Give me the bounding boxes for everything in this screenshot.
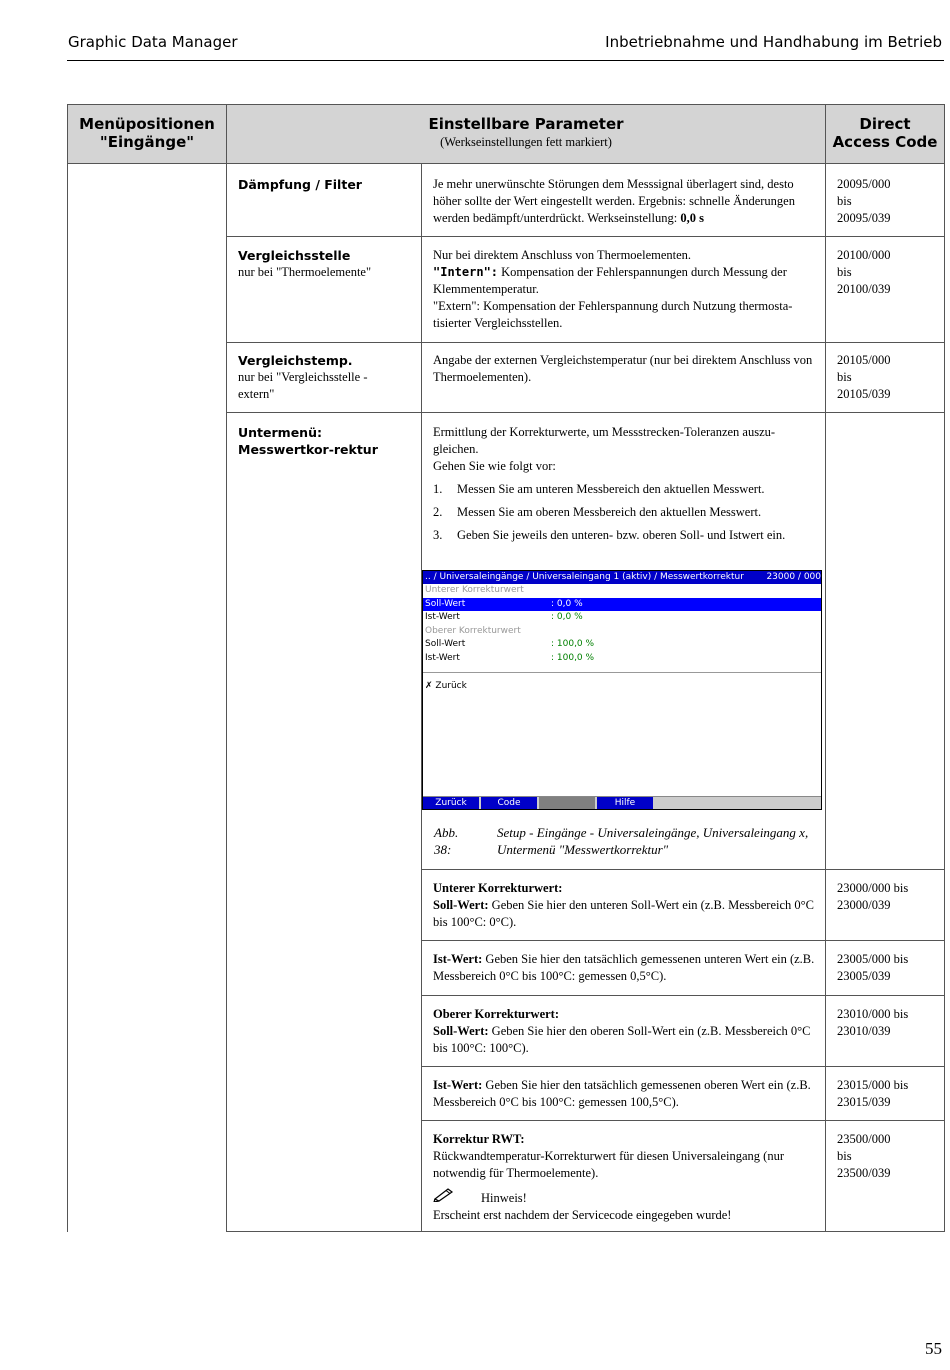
grid-line xyxy=(226,342,945,343)
screen-row-value: : 0,0 % xyxy=(551,598,583,609)
param-name-vergleichstemp-sub: nur bei "Vergleichsstelle - extern" xyxy=(238,370,368,401)
access-code-line: bis xyxy=(837,370,852,384)
param-desc-vergleichsstelle xyxy=(433,247,818,332)
screen-softkey-bar xyxy=(423,796,821,809)
access-code-line: bis xyxy=(837,265,852,279)
screen-row-value: : 0,0 % xyxy=(551,612,583,622)
step-text: Messen Sie am unteren Messbereich den aktuellen Messwert. xyxy=(457,482,765,496)
access-code-unterer xyxy=(837,880,942,914)
hint-line xyxy=(433,1186,818,1207)
grid-line xyxy=(421,869,945,870)
param-name-vergleichstemp-title: Vergleichstemp. xyxy=(238,353,353,368)
soll-label: Soll-Wert: xyxy=(433,1024,489,1038)
access-code-line: 23000/039 xyxy=(837,898,891,912)
step-item xyxy=(433,527,818,544)
grid-line xyxy=(944,164,945,1232)
grid-line xyxy=(226,412,945,413)
param-name-vergleichsstelle-title: Vergleichsstelle xyxy=(238,248,351,263)
param-unterer-soll xyxy=(433,897,818,931)
access-code-line: 20095/000 xyxy=(837,177,891,191)
soll-text: Geben Sie hier den oberen Soll-Wert ein (z.B. Messbereich 0°C bis 100°C: 100°C). xyxy=(433,1024,811,1055)
column-header-code xyxy=(825,104,945,164)
param-name-daempfung: Dämpfung / Filter xyxy=(238,177,362,192)
param-desc-daempfung xyxy=(433,176,818,227)
access-code-ist-unten xyxy=(837,951,942,985)
device-screenshot xyxy=(422,570,822,810)
screen-row-label: Ist-Wert xyxy=(425,612,460,622)
param-name-vergleichstemp xyxy=(238,352,398,403)
param-name-vergleichsstelle xyxy=(238,247,418,281)
screen-title: .. / Universaleingänge / Universaleingang 1 (aktiv) / Messwertkorrektur xyxy=(425,572,744,582)
ist-label: Ist-Wert: xyxy=(433,1078,483,1092)
screen-row-label: Soll-Wert xyxy=(425,639,466,649)
grid-line xyxy=(67,164,68,1232)
screen-row-label: Ist-Wert xyxy=(425,652,460,663)
untermenue-intro: Ermittlung der Korrekturwerte, um Messstrecken-Toleranzen auszu-gleichen. xyxy=(433,425,776,456)
hint-label: Hinweis! xyxy=(481,1191,527,1205)
step-number: 3. xyxy=(433,528,443,542)
softkey-code[interactable]: Code xyxy=(481,797,539,809)
access-code-line: 23500/000 xyxy=(837,1132,891,1146)
column-header-menu xyxy=(67,104,227,164)
param-desc-intern xyxy=(433,264,818,298)
page-number: 55 xyxy=(925,1339,942,1358)
soll-label: Soll-Wert: xyxy=(433,898,489,912)
intern-text: Kompensation der Fehlerspannungen durch Messung der Klemmentemperatur. xyxy=(433,265,787,296)
param-name-vergleichsstelle-sub: nur bei "Thermoelemente" xyxy=(238,265,372,279)
param-oberer-title: Oberer Korrekturwert: xyxy=(433,1007,559,1021)
param-desc-daempfung-default: 0,0 s xyxy=(680,211,704,225)
softkey-help[interactable]: Hilfe xyxy=(597,797,655,809)
access-code-line: bis xyxy=(837,194,852,208)
access-code-line: bis xyxy=(837,1149,852,1163)
screen-title-code: 23000 / 000 xyxy=(766,572,821,582)
pencil-icon xyxy=(433,1186,461,1207)
ist-label: Ist-Wert: xyxy=(433,952,483,966)
screen-row-value: : 100,0 % xyxy=(551,639,595,649)
param-desc-unterer xyxy=(433,880,818,931)
access-code-rwt xyxy=(837,1131,937,1182)
grid-line xyxy=(421,1066,945,1067)
access-code-vergleichstemp xyxy=(837,352,937,403)
softkey-back[interactable]: Zurück xyxy=(423,797,481,809)
access-code-vergleichsstelle xyxy=(837,247,937,298)
screen-row-label: Soll-Wert xyxy=(425,598,466,609)
param-rwt-title: Korrektur RWT: xyxy=(433,1132,525,1146)
access-code-line: 20100/000 xyxy=(837,248,891,262)
param-desc-rwt xyxy=(433,1131,818,1224)
grid-line xyxy=(421,940,945,941)
soll-text: Geben Sie hier den unteren Soll-Wert ein (z.B. Messbereich 0°C bis 100°C: 0°C). xyxy=(433,898,814,929)
softkey-empty[interactable] xyxy=(539,797,597,809)
screen-row-value: : 100,0 % xyxy=(551,652,595,663)
access-code-line: 23015/000 bis xyxy=(837,1078,909,1092)
param-desc-extern: "Extern": Kompensation der Fehlerspannung durch Nutzung thermosta-tisierter Vergleichsstellen. xyxy=(433,299,793,330)
screen-group-upper: Oberer Korrekturwert xyxy=(425,625,521,636)
access-code-line: 23015/039 xyxy=(837,1095,891,1109)
access-code-line: 23500/039 xyxy=(837,1166,891,1180)
access-code-line: 23005/000 bis xyxy=(837,952,909,966)
param-desc-ist-oben xyxy=(433,1077,818,1111)
grid-line xyxy=(421,995,945,996)
screen-group-lower: Unterer Korrekturwert xyxy=(425,585,524,595)
screen-separator xyxy=(423,672,821,673)
access-code-daempfung xyxy=(837,176,937,227)
param-desc-daempfung-text: Je mehr unerwünschte Störungen dem Messsignal überlagert sind, desto höher sollte der Wert eingestellt werden. Ergebnis: schnelle Änderungen werden bedämpft/unterdrückt. Werkseinstellung: xyxy=(433,177,795,225)
running-header-right: Inbetriebnahme und Handhabung im Betrieb xyxy=(605,33,942,51)
step-number: 1. xyxy=(433,482,443,496)
param-unterer-title: Unterer Korrekturwert: xyxy=(433,881,563,895)
running-header-left: Graphic Data Manager xyxy=(68,33,238,51)
figure-caption-label: Abb. 38: xyxy=(434,825,459,857)
grid-line xyxy=(421,1120,945,1121)
grid-line xyxy=(825,164,826,1232)
ist-text: Geben Sie hier den tatsächlich gemessenen oberen Wert ein (z.B. Messbereich 0°C bis 100°C: gemessen 100,5°C). xyxy=(433,1078,811,1109)
step-item xyxy=(433,481,818,498)
screen-row-soll-lower[interactable] xyxy=(423,598,821,612)
param-desc-ist-unten xyxy=(433,951,818,985)
access-code-line: 23005/039 xyxy=(837,969,891,983)
access-code-line: 20095/039 xyxy=(837,211,891,225)
access-code-line: 23010/000 bis xyxy=(837,1007,909,1021)
access-code-line: 23000/000 bis xyxy=(837,881,909,895)
untermenue-intro2: Gehen Sie wie folgt vor: xyxy=(433,459,556,473)
param-name-untermenue: Untermenü: Messwertkor-rektur xyxy=(238,425,378,457)
access-code-line: 23010/039 xyxy=(837,1024,891,1038)
param-desc-vergleichstemp: Angabe der externen Vergleichstemperatur (nur bei direktem Anschluss von Thermoelementen). xyxy=(433,353,813,384)
step-number: 2. xyxy=(433,505,443,519)
intern-label: "Intern": xyxy=(433,265,499,279)
step-item xyxy=(433,504,818,521)
grid-line xyxy=(226,236,945,237)
screen-row-ist-upper[interactable] xyxy=(423,652,821,666)
column-header-parameters-sub: (Werkseinstellungen fett markiert) xyxy=(440,135,612,149)
screen-back-item[interactable]: ✗ Zurück xyxy=(425,681,467,691)
figure-caption-text: Setup - Eingänge - Universaleingänge, Universaleingang x, Untermenü "Messwertkorrektur" xyxy=(497,825,809,857)
hint-text: Erscheint erst nachdem der Servicecode eingegeben wurde! xyxy=(433,1208,732,1222)
access-code-line: 20105/000 xyxy=(837,353,891,367)
column-header-code-line1: Direct xyxy=(859,115,911,133)
header-rule xyxy=(67,60,944,61)
screen-title-bar xyxy=(423,571,821,584)
access-code-ist-oben xyxy=(837,1077,942,1111)
param-rwt-text: Rückwandtemperatur-Korrekturwert für diesen Universaleingang (nur notwendig für Thermoelemente). xyxy=(433,1149,785,1180)
column-header-menu-line1: Menüpositionen xyxy=(79,115,215,133)
ist-text: Geben Sie hier den tatsächlich gemessenen unteren Wert ein (z.B. Messbereich 0°C bis 100°C: gemessen 0,5°C). xyxy=(433,952,815,983)
screen-row-soll-upper[interactable] xyxy=(423,638,821,652)
column-header-menu-line2: "Eingänge" xyxy=(99,133,195,151)
access-code-oberer xyxy=(837,1006,942,1040)
access-code-line: 20105/039 xyxy=(837,387,891,401)
param-desc-line: Nur bei direktem Anschluss von Thermoelementen. xyxy=(433,248,692,262)
access-code-line: 20100/039 xyxy=(837,282,891,296)
column-header-parameters-title: Einstellbare Parameter xyxy=(428,115,624,133)
column-header-code-line2: Access Code xyxy=(832,133,938,151)
grid-line xyxy=(226,164,227,1232)
step-text: Messen Sie am oberen Messbereich den aktuellen Messwert. xyxy=(457,505,762,519)
param-desc-oberer xyxy=(433,1006,818,1057)
param-oberer-soll xyxy=(433,1023,818,1057)
screen-row-ist-lower[interactable] xyxy=(423,611,821,625)
step-text: Geben Sie jeweils den unteren- bzw. oberen Soll- und Istwert ein. xyxy=(457,528,786,542)
param-desc-untermenue xyxy=(433,424,818,544)
grid-line xyxy=(226,1231,945,1232)
column-header-parameters xyxy=(226,104,826,164)
